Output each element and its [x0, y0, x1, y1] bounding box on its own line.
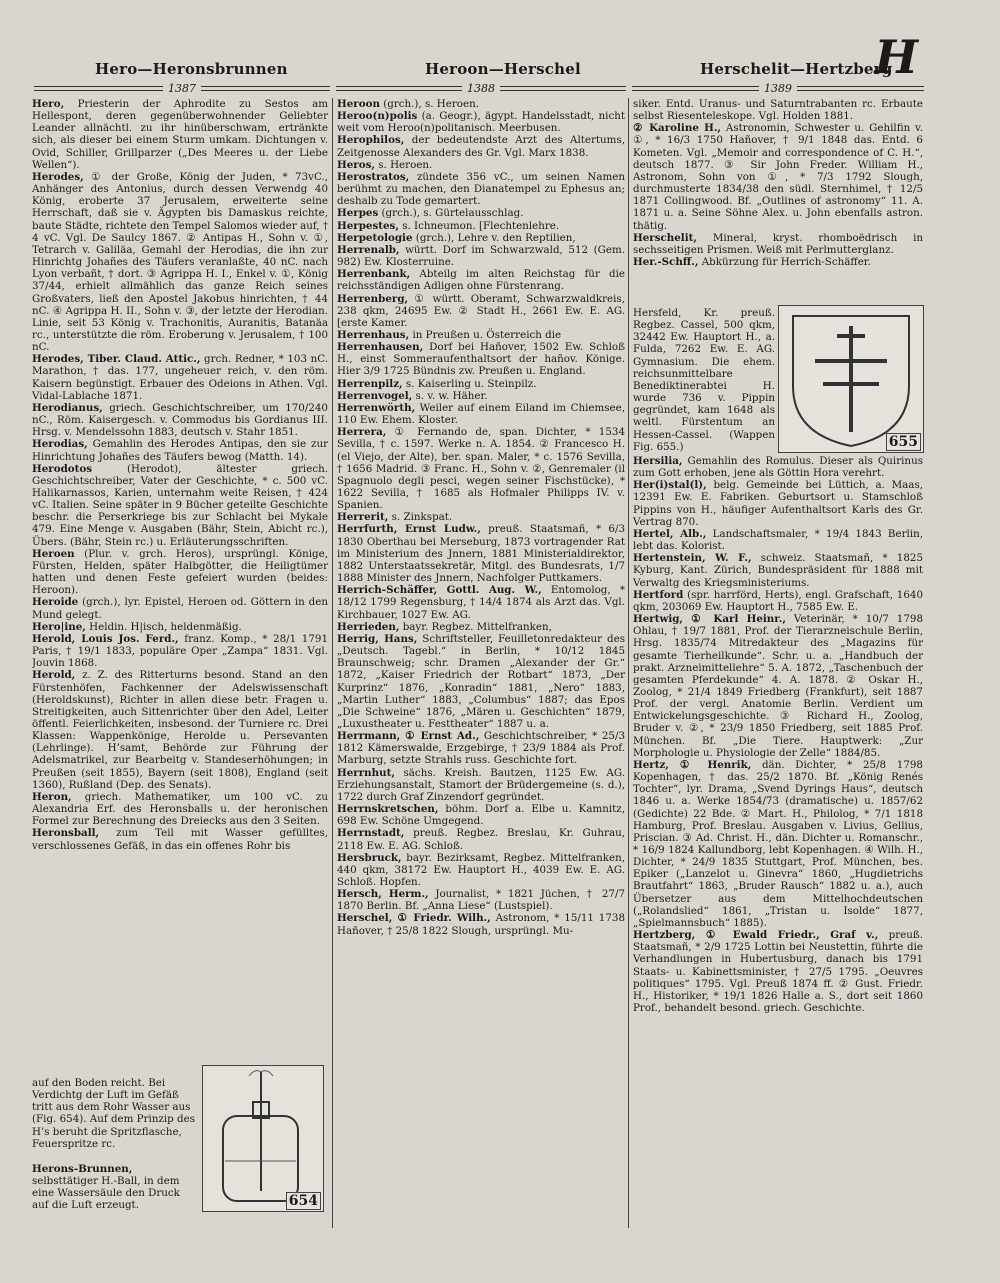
entry-text: ① Fernando de, span. Dichter, * 1534 Sevilla, † c. 1597. Werke n. A. 1854. ② Francesco H. (el Viejo, der Alte), ber. span. Maler, * c. 1576 Sevilla, † 1656 Madrid. ③ Franc. H., Sohn v. ②, Genremaler (il Spagnuolo degli pesci, wegen seiner Fischstücke), * 1622 Sevilla, † 1685 als Hofmaler Philipps IV. v. Spanien. — [337, 426, 625, 512]
headword: Heroo(n)polis — [337, 110, 418, 123]
dictionary-entry — [32, 402, 328, 438]
headword: Hertzberg, ① Ewald Friedr., Graf v., — [633, 929, 879, 942]
entry-text: griech. Geschichtschreiber, um 170/240 nC., Röm. Kaisergesch. v. Commodus bis Gordianus III. Hrsg. v. Mendelssohn 1883, deutsch v. Stahr 1851. — [32, 401, 328, 439]
headword: Hertenstein, W. F., — [633, 552, 752, 565]
entry-text: Veterinär, * 10/7 1798 Ohlau, † 19/7 1881, Prof. der Tierarzneischule Berlin, Hrsg. 1835/74 Mitredakteur des „Magazins für gesamte Tierheilkunde“. Schr. u. a. „Handbuch der prakt. Arzneimittellehre“ 5. A. 1872, „Taschenbuch der gesamten Pferdekunde“ 4. A. 1878. ② Oskar H., Zoolog, * 21/4 1849 Friedberg (Frankfurt), seit 1887 Prof. der vergl. Anatomie Berlin. Verdient um Entwickelungsgeschichte. ③ Richard H., Zoolog, Bruder v. ②, * 23/9 1850 Friedberg, seit 1885 Prof. München. Bf. „Die Tiere. Hauptwerk: „Zur Morphologie u. Physiologie der Zelle“ 1884/85. — [633, 613, 923, 759]
coat-of-arms-illustration — [779, 306, 923, 452]
dictionary-entry — [337, 134, 625, 158]
entry-text: Landschaftsmaler, * 19/4 1843 Berlin, lebt das. Kolorist. — [633, 527, 923, 553]
dictionary-entry — [337, 803, 625, 827]
entry-hersfeld: Hersfeld, Kr. preuß. Regbez. Cassel, 500 qkm, 32442 Ew. Hauptort H., a. Fulda, 7262 Ew. E. AG. Gymnasium. Die ehem. reichsunmittelbare Benediktinerabtei H. wurde 736 v. Pippin gegründet, kam 1648 als weltl. Fürstentum an Hessen-Cassel. (Wappen Fig. 655.) — [633, 307, 775, 453]
headword: Herschelit, — [633, 231, 697, 244]
figure-caption-654: auf den Boden reicht. Bei Verdichtg der Luft im Gefäß tritt aus dem Rohr Wasser aus (Fig. 654). Auf dem Prinzip des H’s beruht die Spritzflasche, Feuerspritze rc. — [32, 1077, 196, 1150]
headword: Herrenberg, — [337, 292, 409, 305]
headword: Herrenalb, — [337, 243, 400, 256]
entry-text: Gemahlin des Herodes Antipas, den sie zur Hinrichtung Johañes des Täufers bewog (Matth. 14). — [32, 438, 328, 463]
headword: Herrnhut, — [337, 766, 395, 779]
headword: Herodotos — [32, 462, 93, 475]
entry-text: s. Ichneumon. [Flechtenlehre. — [398, 219, 560, 232]
headword: Herrfurth, Ernst Ludw., — [337, 523, 481, 536]
entry-text: Heldin. H|isch, heldenmäßig. — [85, 620, 242, 633]
entry-text: Geschichtschreiber, * 25/3 1812 Kämerswalde, Erzgebirge, † 23/9 1884 als Prof. Marburg, setzte Strahls russ. Geschichte fort. — [337, 730, 625, 767]
column-number-text: 1387 — [168, 81, 196, 95]
dictionary-entry — [337, 511, 625, 523]
entry-text: Priesterin der Aphrodite zu Sestos am Hellespont, deren gegenüberwohnender Geliebter Leander allnächtl. zu ihr hinüberschwam, ertränkte sich, als dieser bei einem Sturm umkam. Dichtungen v. Ovid, Schiller, Grillparzer („Des Meeres u. der Liebe Wellen“). — [32, 98, 328, 171]
headword: Herodianus, — [32, 401, 103, 414]
headword: Herrenhaus, — [337, 328, 410, 341]
dictionary-entry — [32, 827, 328, 851]
entry-text: franz. Komp., * 28/1 1791 Paris, † 19/1 1833, populäre Oper „Zampa“ 1831. Vgl. Jouvin 1868. — [32, 632, 328, 670]
dictionary-entry — [337, 171, 625, 207]
entry-text: Schriftsteller, Feuilletonredakteur des „Deutsch. Tagebl.“ in Berlin, * 10/12 1845 Braunschweig; schr. Dramen „Alexander der Gr.“ 1872, „Kaiser Friedrich der Rotbart“ 1873, „Der Kurprinz“ 1876, „Konradin“ 1881, „Nero“ 1883, „Martin Luther“ 1883, „Columbus“ 1887; das Epos „Die Schweine“ 1876, „Mären u. Geschichten“ 1879, „Luxustheater u. Festtheater“ 1887 u. a. — [337, 632, 625, 730]
entry-text: Abteilg im alten Reichstag für die reichsständigen Adligen ohne Fürstenrang. — [337, 268, 625, 293]
headword: Hersbruck, — [337, 851, 402, 864]
dictionary-entry — [633, 552, 923, 588]
dictionary-entry — [337, 98, 625, 110]
column-number-center — [336, 80, 626, 96]
headword: Herrig, Hans, — [337, 632, 418, 645]
dictionary-entry — [337, 110, 625, 134]
headword: ② Karoline H., — [633, 122, 722, 135]
entry-text: dän. Dichter, * 25/8 1798 Kopenhagen, † das. 25/2 1870. Bf. „König Renés Tochter“, lyr. Drama, „Svend Dyrings Haus“, deutsch 1846 u. a. Werke 1854/73 (dramatische) u. 1857/62 (Gedichte) 22 Bde. ② Mart. H., Philolog, * 7/1 1818 Hamburg, Prof. Breslau. Ausgaben v. Livius, Gellius, Priscian. ③ Ad. Christ. H., dän. Dichter u. Romanschr., * 16/9 1824 Kallundborg, lebt Kopenhagen. ④ Wilh. H., Dichter, * 24/9 1835 Stuttgart, Prof. München, bes. Epiker („Lanzelot u. Ginevra“ 1860, „Hugdietrichs Brautfahrt“ 1863, „Bruder Rausch“ 1882 u. a.), auch Übersetzer aus dem Mittelhochdeutschen („Rolandslied“ 1861, „Tristan u. Isolde“ 1877, „Spielmannsbuch“ 1885). — [633, 758, 923, 929]
dictionary-entry — [32, 621, 328, 633]
dictionary-entry — [633, 256, 923, 268]
running-head-center: Heroon—Herschel — [425, 60, 581, 78]
dictionary-entry — [337, 730, 625, 766]
entry-herons-brunnen — [32, 1163, 198, 1212]
dictionary-entry — [337, 852, 625, 888]
headword: Herrenbank, — [337, 268, 411, 281]
headword: Hertel, Alb., — [633, 527, 707, 540]
headword: Heroon — [337, 98, 380, 110]
headword: Heron, — [32, 790, 72, 803]
dictionary-entry — [32, 669, 328, 791]
dictionary-entry — [633, 589, 923, 613]
entry-text: preuß. Regbez. Breslau, Kr. Guhrau, 2118 Ew. E. AG. Schloß. — [337, 827, 625, 852]
headword: Herrmann, ① Ernst Ad., — [337, 730, 480, 743]
dictionary-entry — [337, 912, 625, 936]
headword: Herrenwörth, — [337, 401, 416, 414]
entry-text: (grch.), Lehre v. den Reptilien, — [412, 231, 576, 244]
figure-hersfeld-arms — [778, 305, 924, 453]
headword: Heronsball, — [32, 827, 100, 840]
column-left — [32, 98, 328, 1228]
entry-text: s. Zinkspat. — [388, 511, 453, 524]
dictionary-entry — [32, 353, 328, 402]
headword: Hersch, Herm., — [337, 888, 429, 901]
headword: Herpetologie — [337, 231, 413, 244]
dictionary-entry — [633, 232, 923, 256]
dictionary-entry — [337, 329, 625, 341]
headword: Hersilia, — [633, 455, 683, 467]
entry-text: Astronom, * 15/11 1738 Hañover, † 25/8 1822 Slough, ursprüngl. Mu- — [337, 912, 625, 937]
running-head-right: Herschelit—Hertzberg — [700, 60, 893, 78]
dictionary-entry — [32, 463, 328, 548]
entry-text: selbsttätiger H.-Ball, in dem eine Wassersäule den Druck auf die Luft erzeugt. — [32, 1175, 180, 1212]
dictionary-entry — [337, 584, 625, 620]
figure-heronsball — [202, 1065, 324, 1212]
headword: Herold, Louis Jos. Ferd., — [32, 632, 179, 645]
column-right-top — [633, 98, 923, 303]
entry-text: zum Teil mit Wasser gefülltes, verschlossenes Gefäß, in das ein offenes Rohr bis — [32, 827, 328, 852]
entry-text: Weiler auf einem Eiland im Chiemsee, 110 Ew. Ehem. Kloster. — [337, 401, 625, 427]
column-divider — [628, 98, 629, 1228]
dictionary-entry — [337, 268, 625, 292]
headword: Herrnstadt, — [337, 827, 405, 840]
entry-text: sächs. Kreish. Bautzen, 1125 Ew. AG. Erziehungsanstalt, Stamort der Brüdergemeine (s. d.), 1722 durch Graf Zinzendorf gegründet. — [337, 766, 625, 803]
headword: Herodias, — [32, 438, 88, 451]
headword: Herrenvogel, — [337, 389, 413, 402]
entry-text: bayr. Bezirksamt, Regbez. Mittelfranken, 440 qkm, 38172 Ew. Hauptort H., 4039 Ew. E. AG. Schloß. Hopfen. — [337, 851, 625, 888]
headword: Heroen — [32, 547, 75, 560]
headword: Her.-Schff., — [633, 256, 699, 269]
dictionary-entry — [32, 171, 328, 353]
entry-text: ① der Große, König der Juden, * 73vC., Anhänger des Antonius, durch dessen Verwendg 40 König, eroberte 37 Jerusalem, erweiterte seine Herrschaft, daß sie v. Ägypten bis Damaskus reichte, baute Städte, richtete den Tempel Salomos wieder auf, † 4 vC. Vgl. De Saulcy 1867. ② Antipas H., Sohn v. ①, Tetrarch v. Galiläa, Gemahl der Herodias, die ihn zur Hinrichtg Johañes des Täufers veranlaßte, 40 nC. nach Lyon verbañt, † dort. ③ Agrippa H. I., Enkel v. ①, König 37/44, erhielt allmählich das ganze Reich seines Großvaters, ließ den Apostel Jakobus hinrichten, † 44 nC. ④ Agrippa H. II., Sohn v. ③, der letzte der Herodian. Linie, seit 53 König v. Trachonitis, Auranitis, Batanäa rc., unterstützte die röm. Eroberung v. Jerusalem, † 100 nC. — [32, 170, 328, 354]
dictionary-entry — [337, 207, 625, 219]
dictionary-entry — [337, 767, 625, 803]
headword: Herophilos, — [337, 134, 405, 147]
headword: Herrieden, — [337, 620, 400, 633]
dictionary-entry — [337, 220, 625, 232]
figure-number: 654 — [286, 1192, 321, 1210]
dictionary-entry — [633, 759, 923, 929]
entry-text: ① württ. Oberamt, Schwarzwaldkreis, 238 qkm, 24695 Ew. ② Stadt H., 2661 Ew. E. AG. [erste Kamer. — [337, 292, 625, 329]
headword: Herpestes, — [337, 219, 399, 232]
dictionary-entry — [32, 596, 328, 620]
headword: Hero|ine, — [32, 620, 86, 633]
headword: Herschel, ① Friedr. Wilh., — [337, 912, 491, 925]
entry-text: Gemahlin des Romulus. Dieser als Quirinus zum Gott erhoben, jene als Göttin Hora verehrt. — [633, 455, 923, 480]
entry-text: (spr. harrförd, Herts), engl. Grafschaft, 1640 qkm, 203069 Ew. Hauptort H., 7585 Ew. E. — [633, 588, 923, 613]
headword: Herpes — [337, 207, 379, 220]
column-divider — [332, 98, 333, 1228]
column-right-bottom — [633, 455, 923, 1230]
dictionary-entry — [32, 633, 328, 669]
headword: Heros, — [337, 158, 375, 171]
entry-text: s. v. w. Häher. — [412, 389, 488, 402]
entry-text: (a. Geogr.), ägypt. Handelsstadt, nicht weit vom Heroo(n)politanisch. Meerbusen. — [337, 110, 625, 135]
headword: Herrera, — [337, 426, 387, 439]
dictionary-entry — [633, 98, 923, 122]
entry-text: in Preußen u. Österreich die — [409, 328, 562, 341]
dictionary-entry — [337, 244, 625, 268]
dictionary-entry — [337, 159, 625, 171]
entry-text: Journalist, * 1821 Jüchen, † 27/7 1870 Berlin. Bf. „Anna Liese“ (Lustspiel). — [337, 888, 625, 913]
dictionary-entry — [32, 548, 328, 597]
column-number-right — [632, 80, 924, 96]
entry-text: bayr. Regbez. Mittelfranken, — [399, 620, 552, 633]
dictionary-entry — [633, 929, 923, 1014]
headword: Herrich-Schäffer, Gottl. Aug. W., — [337, 584, 542, 597]
headword: Herostratos, — [337, 170, 410, 183]
headword: Hertford — [633, 588, 684, 601]
headword: Herodes, — [32, 170, 84, 183]
dictionary-entry — [633, 455, 923, 479]
entry-text: Mineral, kryst. rhomboëdrisch in sechsseitigen Prismen. Weiß mit Perlmutterglanz. — [633, 231, 923, 256]
dictionary-entry — [337, 293, 625, 329]
entry-text: (grch.), s. Heroen. — [379, 98, 479, 110]
dictionary-entry — [32, 791, 328, 827]
headword: Her(i)stal(l), — [633, 479, 707, 492]
headword: Herrerit, — [337, 511, 389, 524]
entry-text: württ. Dorf im Schwarzwald, 512 (Gem. 982) Ew. Klosterruine. — [337, 243, 625, 269]
column-number-left — [34, 80, 330, 96]
entry-text: grch. Redner, * 103 nC. Marathon, † das. 177, ungeheuer reich, v. den röm. Kaisern begünstigt. Erbauer des Odeions in Athen. Vgl. Vidal-Lablache 1871. — [32, 353, 328, 402]
entry-text: z. Z. des Ritterturns besond. Stand an den Fürstenhöfen, Fachkenner der Adelswissenschaft (Heroldskunst), Richter in allen diese betr. Fragen u. Streitigkeiten, auch Sittenrichter über den Adel, Leiter öffentl. Feierlichkeiten, insbesond. der Turniere rc. Drei Klassen: Wappenkönige, Herolde u. Persevanten (Lehrlinge). H’samt, Behörde zur Führung der Adelsmatrikel, zur Bearbeitg v. Standeserhöhungen; in Preußen (seit 1855), Bayern (seit 1808), England (seit 1360), Rußland (Dep. des Senats). — [32, 669, 328, 791]
headword: Herold, — [32, 669, 76, 682]
dictionary-entry — [337, 378, 625, 390]
entry-text: böhm. Dorf a. Elbe u. Kamnitz, 698 Ew. Schöne Umgegend. — [337, 803, 625, 828]
entry-text: (Plur. v. grch. Heros), ursprüngl. Könige, Fürsten, Helden, später Halbgötter, die Heiligtümer hatten und denen Feste gefeiert wurden (beides: Heroon). — [32, 547, 328, 597]
dictionary-entry — [337, 523, 625, 584]
entry-text: preuß. Staatsmañ, * 6/3 1830 Oberthau bei Merseburg, 1873 vortragender Rat im Ministerium des Jnnern, 1881 Ministerialdirektor, 1882 Unterstaatssekretär, Mitgl. des Bundesrats, 1/7 1888 Minister des Jnnern, Nachfolger Puttkamers. — [337, 523, 625, 585]
dictionary-entry — [633, 122, 923, 231]
entry-text: griech. Mathematiker, um 100 vC. zu Alexandria Erf. des Heronsballs u. der heronischen Formel zur Berechnung des Dreiecks aus den 3 Seiten. — [32, 790, 328, 828]
dictionary-entry — [337, 888, 625, 912]
dictionary-entry — [337, 402, 625, 426]
entry-text: Dorf bei Hañover, 1502 Ew. Schloß H., einst Sommeraufenthaltsort der hañov. Könige. Hier 3/9 1725 Bündnis zw. Preußen u. England. — [337, 341, 625, 378]
dictionary-entry — [633, 528, 923, 552]
entry-text: (Herodot), ältester griech. Geschichtschreiber, Vater der Geschichte, * c. 500 vC. Halikarnassos, Karien, unternahm weite Reisen, † 424 vC. Italien. Seine später in 9 Bücher geteilte Geschichte beschr. die Perserkriege bis zur Schlacht bei Mykale 479. Eine Menge v. Ausgaben (Bähr, Stein, Abicht rc.), Übers. (Bähr, Stein rc.) u. Erläuterungsschriften. — [32, 462, 328, 548]
figure-number: 655 — [886, 433, 921, 451]
entry-text: (grch.), lyr. Epistel, Heroen od. Göttern in den Mund gelegt. — [32, 596, 328, 621]
dictionary-entry — [32, 438, 328, 462]
dictionary-entry — [337, 426, 625, 511]
dictionary-entry — [337, 633, 625, 730]
running-head-left: Hero—Heronsbrunnen — [95, 60, 288, 78]
headword: Herons-Brunnen, — [32, 1163, 133, 1175]
section-letter: H — [874, 30, 918, 84]
headword: Herodes, Tiber. Claud. Attic., — [32, 353, 201, 366]
entry-text: siker. Entd. Uranus- und Saturntrabanten rc. Erbaute selbst Riesenteleskope. Vgl. Holden 1881. — [633, 98, 923, 123]
headword: Herrenhausen, — [337, 341, 424, 354]
entry-text: belg. Gemeinde bei Lüttich, a. Maas, 12391 Ew. E. Fabriken. Geburtsort u. Stamschloß Pippins von H., häufiger Aufenthaltsort Karls des Gr. Vertrag 870. — [633, 479, 923, 528]
entry-text: Entomolog, * 18/12 1799 Regensburg, † 14/4 1874 als Arzt das. Vgl. Kirchbauer, 1027 Ew. AG. — [337, 584, 625, 621]
entry-text: preuß. Staatsmañ, * 2/9 1725 Lottin bei Neustettin, führte die Verhandlungen in Hubertusburg, danach bis 1791 Staats- u. Kabinettsminister, † 27/5 1795. „Oeuvres politiques“ 1795. Vgl. Preuß 1874 ff. ② Gust. Friedr. H., Historiker, * 19/1 1826 Halle a. S., dort seit 1860 Prof., behandelt besond. griech. Geschichte. — [633, 929, 923, 1015]
column-number-text: 1388 — [467, 81, 495, 95]
dictionary-entry — [32, 98, 328, 171]
dictionary-entry — [337, 621, 625, 633]
dictionary-entry — [633, 613, 923, 759]
dictionary-entry — [337, 341, 625, 377]
headword: Hertwig, ① Karl Heinr., — [633, 613, 786, 626]
headword: Herrenpilz, — [337, 377, 403, 390]
headword: Hero, — [32, 98, 65, 110]
column-number-text: 1389 — [764, 81, 792, 95]
dictionary-entry — [337, 827, 625, 851]
entry-text: Abkürzung für Herrich-Schäffer. — [698, 256, 871, 269]
entry-text: schweiz. Staatsmañ, * 1825 Kyburg, Kant. Zürich, Bundespräsident für 1888 mit Verwaltg des Kriegsministeriums. — [633, 552, 923, 589]
entry-text: der bedeutendste Arzt des Altertums, Zeitgenosse Alexanders des Gr. Vgl. Marx 1838. — [337, 134, 625, 159]
column-center — [337, 98, 625, 1228]
headword: Hertz, ① Henrik, — [633, 758, 752, 771]
headword: Herrnskretschen, — [337, 803, 439, 816]
entry-text: (grch.), s. Gürtelausschlag. — [378, 207, 524, 220]
dictionary-entry — [633, 479, 923, 528]
entry-text: s. Heroen. — [374, 158, 433, 171]
entry-text: Astronomin, Schwester u. Gehilfin v. ①, * 16/3 1750 Hañover, † 9/1 1848 das. Entd. 6 Kometen. Vgl. „Memoir and correspondence of C. H.“, deutsch 1877. ③ Sir John Freder. William H., Astronom, Sohn von ①, * 7/3 1792 Slough, durchmusterte 1834/38 den südl. Sternhimel, † 12/5 1871 Collingwood. Bf. „Outlines of astronomy“ 11. A. 1871 u. a. Seine Söhne Alex. u. John ebenfalls astron. thätig. — [633, 122, 923, 232]
dictionary-entry — [337, 390, 625, 402]
dictionary-entry — [337, 232, 625, 244]
heronsball-illustration — [203, 1066, 323, 1211]
headword: Heroide — [32, 596, 79, 609]
entry-text: zündete 356 vC., um seinen Namen berühmt zu machen, den Dianatempel zu Ephesus an; deshalb zu Tode gemartert. — [337, 170, 625, 208]
entry-text: s. Kaiserling u. Steinpilz. — [402, 377, 537, 390]
